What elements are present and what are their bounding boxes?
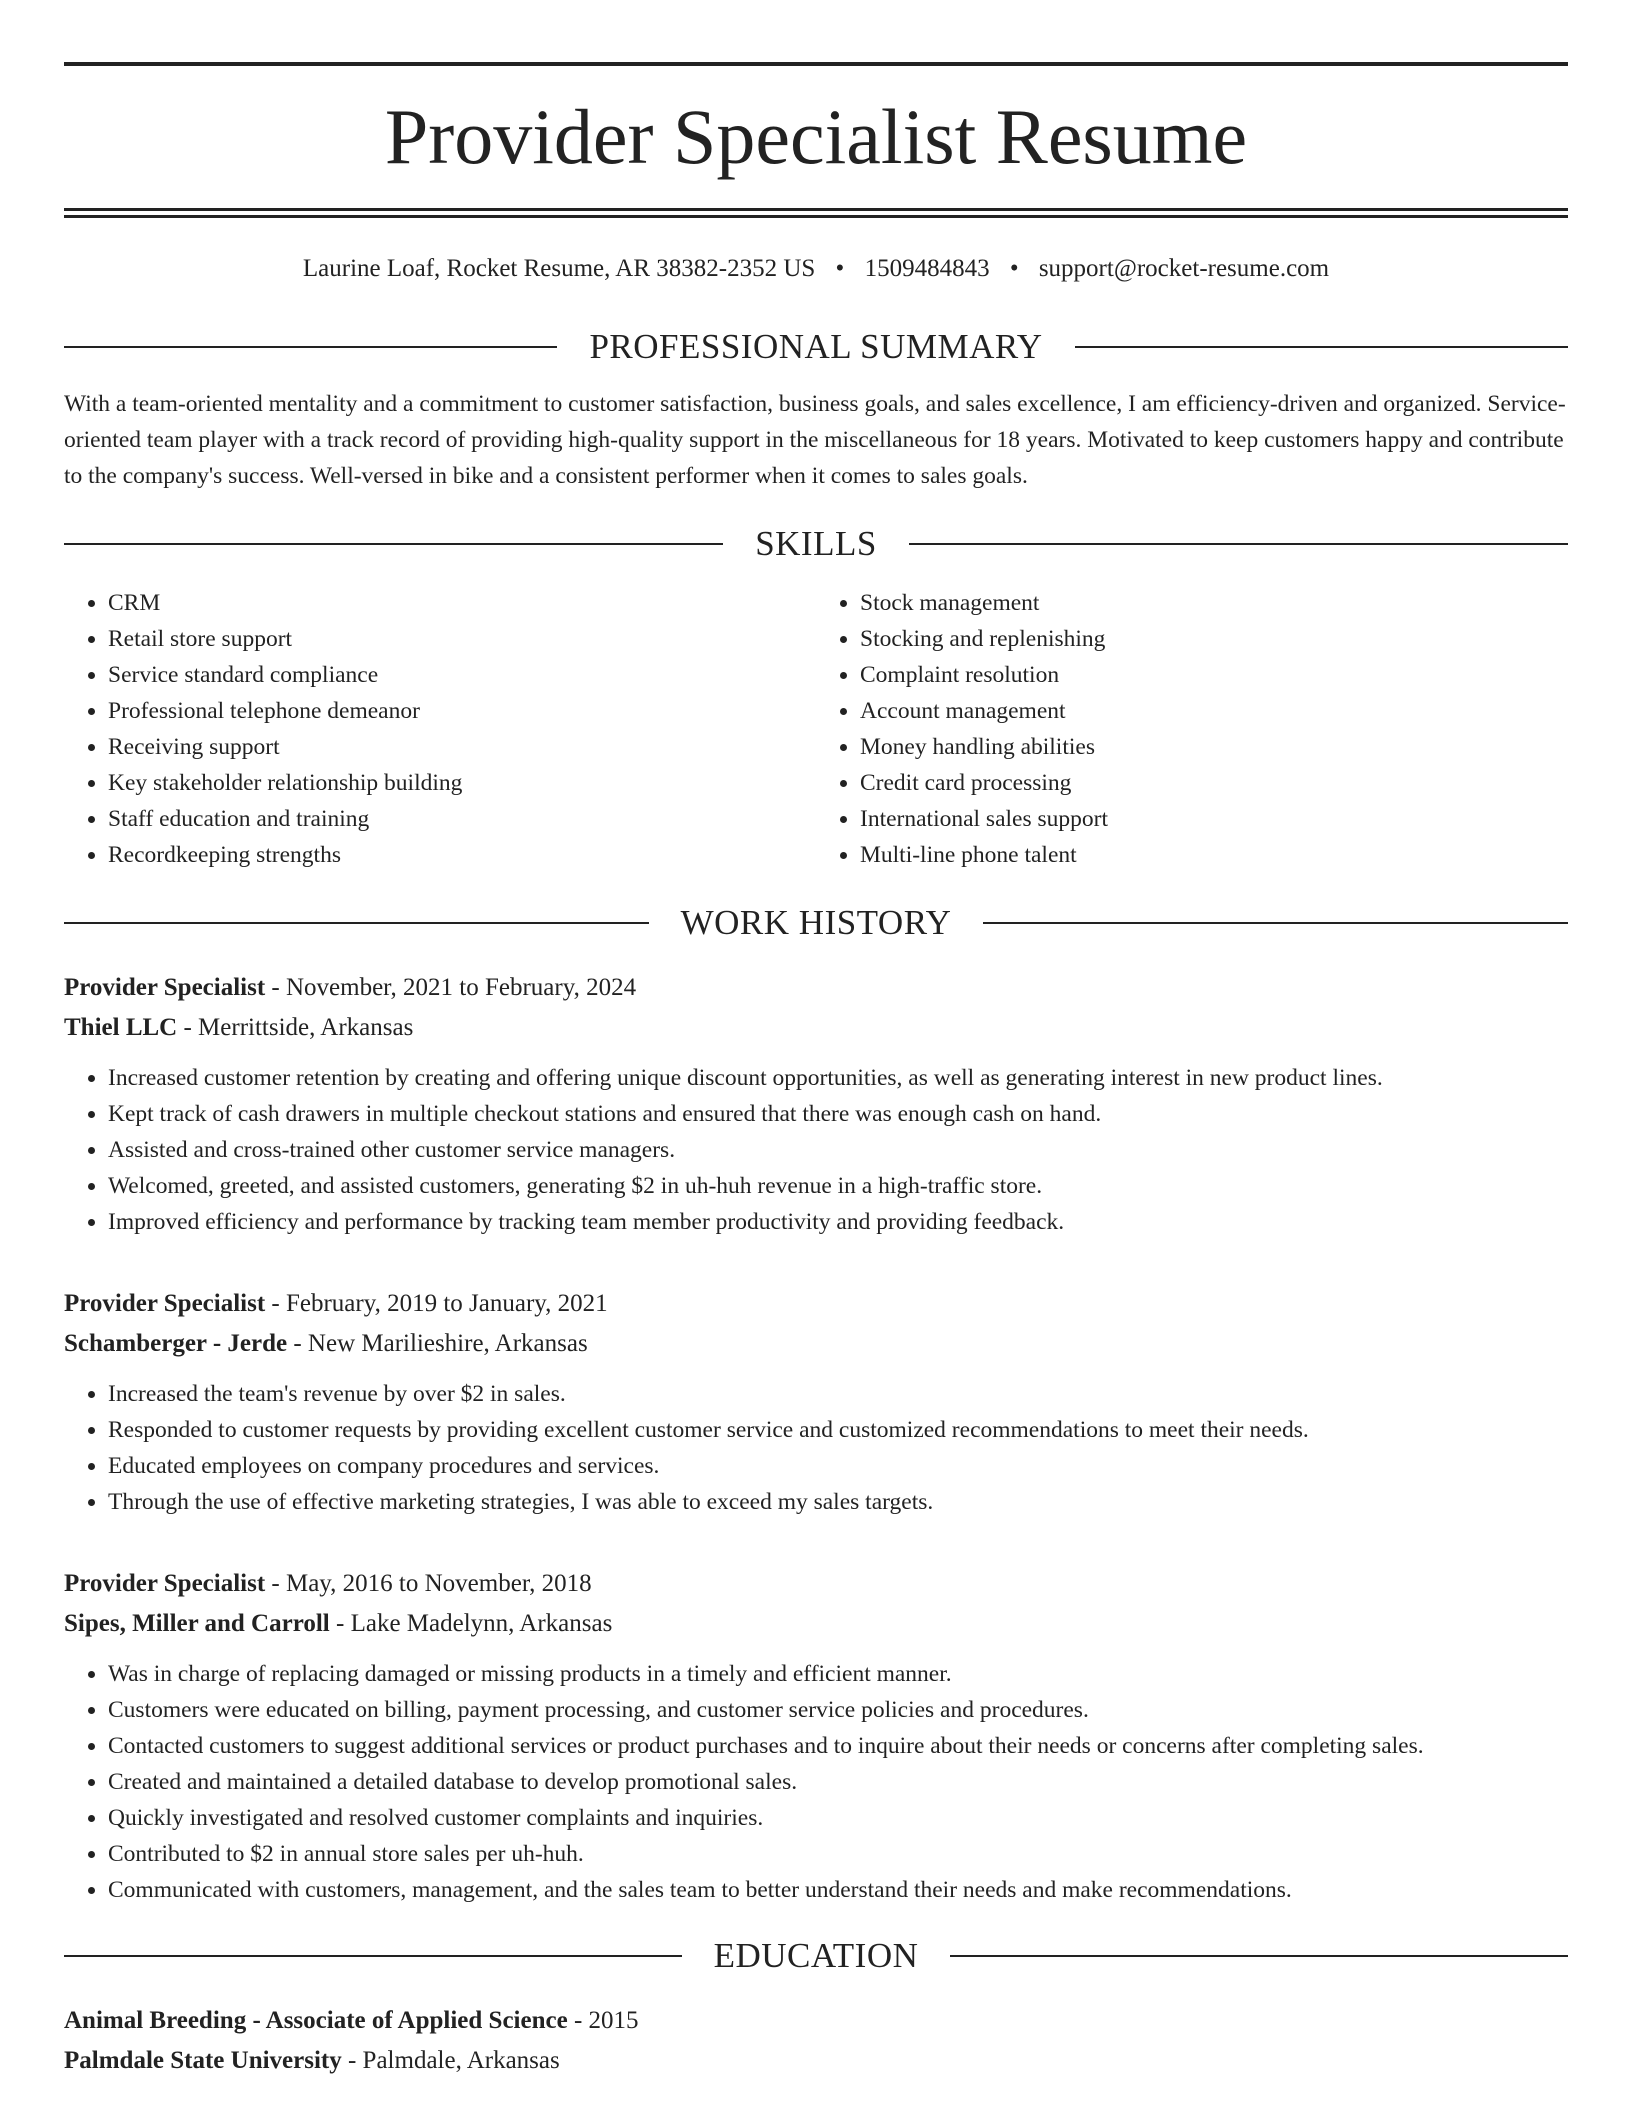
job-bullets xyxy=(64,1656,1568,1908)
skill-item: • Money handling abilities xyxy=(860,729,1568,765)
heading-rule-left xyxy=(64,922,649,924)
section-title: WORK HISTORY xyxy=(680,903,952,942)
job-bullets xyxy=(64,1376,1568,1520)
job-bullet: • Created and maintained a detailed database to develop promotional sales. xyxy=(108,1764,1568,1800)
job-title: Provider Specialist xyxy=(64,1570,266,1597)
heading-rule-right xyxy=(909,543,1568,545)
heading-rule-right xyxy=(983,922,1568,924)
job-title: Provider Specialist xyxy=(64,974,266,1001)
contact-separator: • xyxy=(1009,255,1019,282)
job-title-line xyxy=(64,1564,1568,1604)
heading-rule-right xyxy=(1075,346,1568,348)
resume-page xyxy=(64,0,1568,2081)
job-title-line xyxy=(64,968,1568,1008)
job-bullet: • Was in charge of replacing damaged or missing products in a timely and efficient manner. xyxy=(108,1656,1568,1692)
job-company-line xyxy=(64,1008,1568,1048)
job-location: - Merrittside, Arkansas xyxy=(177,1014,414,1041)
job-title-line xyxy=(64,1284,1568,1324)
skills-list-right xyxy=(816,585,1568,873)
contact-email: support@rocket-resume.com xyxy=(1038,255,1330,282)
job-entry xyxy=(64,1284,1568,1520)
skill-item: • Multi-line phone talent xyxy=(860,837,1568,873)
job-bullet: • Through the use of effective marketing strategies, I was able to exceed my sales targets. xyxy=(108,1484,1568,1520)
job-location: - Lake Madelynn, Arkansas xyxy=(329,1610,613,1637)
skill-item: • International sales support xyxy=(860,801,1568,837)
contact-separator: • xyxy=(835,255,845,282)
section-title: EDUCATION xyxy=(713,1936,919,1975)
job-company: Schamberger - Jerde xyxy=(64,1330,288,1357)
section-title: SKILLS xyxy=(755,524,877,563)
resume-title: Provider Specialist Resume xyxy=(384,93,1248,180)
job-bullet: • Increased customer retention by creating and offering unique discount opportunities, as well as generating interest in new product lines. xyxy=(108,1060,1568,1096)
job-bullet: • Contributed to $2 in annual store sales per uh-huh. xyxy=(108,1836,1568,1872)
job-bullet: • Assisted and cross-trained other customer service managers. xyxy=(108,1132,1568,1168)
heading-rule-right xyxy=(950,1955,1568,1957)
job-bullet: • Contacted customers to suggest additional services or product purchases and to inquire about their needs or concerns after completing sales. xyxy=(108,1728,1568,1764)
job-bullet: • Communicated with customers, management, and the sales team to better understand their needs and make recommendations. xyxy=(108,1872,1568,1908)
education-location: - Palmdale, Arkansas xyxy=(341,2047,560,2074)
job-company: Sipes, Miller and Carroll xyxy=(64,1610,330,1637)
job-title: Provider Specialist xyxy=(64,1290,266,1317)
job-bullet: • Welcomed, greeted, and assisted customers, generating $2 in uh-huh revenue in a high-traffic store. xyxy=(108,1168,1568,1204)
skill-item: • Account management xyxy=(860,693,1568,729)
skill-item: • Service standard compliance xyxy=(108,657,816,693)
work-heading xyxy=(64,905,1568,940)
contact-address: Laurine Loaf, Rocket Resume, AR 38382-2352 US xyxy=(302,255,816,282)
section-title: PROFESSIONAL SUMMARY xyxy=(589,327,1043,366)
skill-item: • Retail store support xyxy=(108,621,816,657)
skill-item: • Professional telephone demeanor xyxy=(108,693,816,729)
skills-heading xyxy=(64,526,1568,561)
summary-heading xyxy=(64,329,1568,364)
education-degree: Animal Breeding - Associate of Applied Science xyxy=(64,2007,568,2034)
title-double-rule xyxy=(64,208,1568,218)
top-rule xyxy=(64,62,1568,66)
skills-list-left xyxy=(64,585,816,873)
job-dates: - November, 2021 to February, 2024 xyxy=(265,974,637,1001)
skill-item: • Credit card processing xyxy=(860,765,1568,801)
job-bullet: • Customers were educated on billing, payment processing, and customer service policies and procedures. xyxy=(108,1692,1568,1728)
job-dates: - May, 2016 to November, 2018 xyxy=(265,1570,592,1597)
contact-phone: 1509484843 xyxy=(864,255,990,282)
skill-item: • CRM xyxy=(108,585,816,621)
skill-item: • Staff education and training xyxy=(108,801,816,837)
education-heading xyxy=(64,1938,1568,1973)
skills-columns xyxy=(64,585,1568,873)
job-bullet: • Educated employees on company procedures and services. xyxy=(108,1448,1568,1484)
education-school-line xyxy=(64,2041,1568,2081)
summary-text: With a team-oriented mentality and a commitment to customer satisfaction, business goals, and sales excellence, I am efficiency-driven and organized. Service-oriented team player with a track record of providing high-quality support in the miscellaneous for 18 years. Motivated to keep customers happy and contribute to the company's success. Well-versed in bike and a consistent performer when it comes to sales goals. xyxy=(64,391,1566,489)
job-bullets xyxy=(64,1060,1568,1240)
education-year: - 2015 xyxy=(567,2007,639,2034)
skill-item: • Receiving support xyxy=(108,729,816,765)
job-company-line xyxy=(64,1324,1568,1364)
skill-item: • Recordkeeping strengths xyxy=(108,837,816,873)
job-bullet: • Responded to customer requests by providing excellent customer service and customized recommendations to meet their needs. xyxy=(108,1412,1568,1448)
skill-item: • Stocking and replenishing xyxy=(860,621,1568,657)
job-bullet: • Improved efficiency and performance by tracking team member productivity and providing feedback. xyxy=(108,1204,1568,1240)
job-company-line xyxy=(64,1604,1568,1644)
job-bullet: • Increased the team's revenue by over $2 in sales. xyxy=(108,1376,1568,1412)
education-school: Palmdale State University xyxy=(64,2047,342,2074)
education-entry xyxy=(64,2001,1568,2081)
skill-item: • Key stakeholder relationship building xyxy=(108,765,816,801)
job-entry xyxy=(64,968,1568,1240)
heading-rule-left xyxy=(64,346,557,348)
skill-item: • Stock management xyxy=(860,585,1568,621)
skill-item: • Complaint resolution xyxy=(860,657,1568,693)
job-location: - New Marilieshire, Arkansas xyxy=(287,1330,588,1357)
job-entry xyxy=(64,1564,1568,1908)
education-degree-line xyxy=(64,2001,1568,2041)
job-bullet: • Kept track of cash drawers in multiple checkout stations and ensured that there was enough cash on hand. xyxy=(108,1096,1568,1132)
heading-rule-left xyxy=(64,1955,682,1957)
heading-rule-left xyxy=(64,543,723,545)
contact-line xyxy=(64,256,1568,281)
job-bullet: • Quickly investigated and resolved customer complaints and inquiries. xyxy=(108,1800,1568,1836)
job-company: Thiel LLC xyxy=(64,1014,178,1041)
job-dates: - February, 2019 to January, 2021 xyxy=(265,1290,608,1317)
